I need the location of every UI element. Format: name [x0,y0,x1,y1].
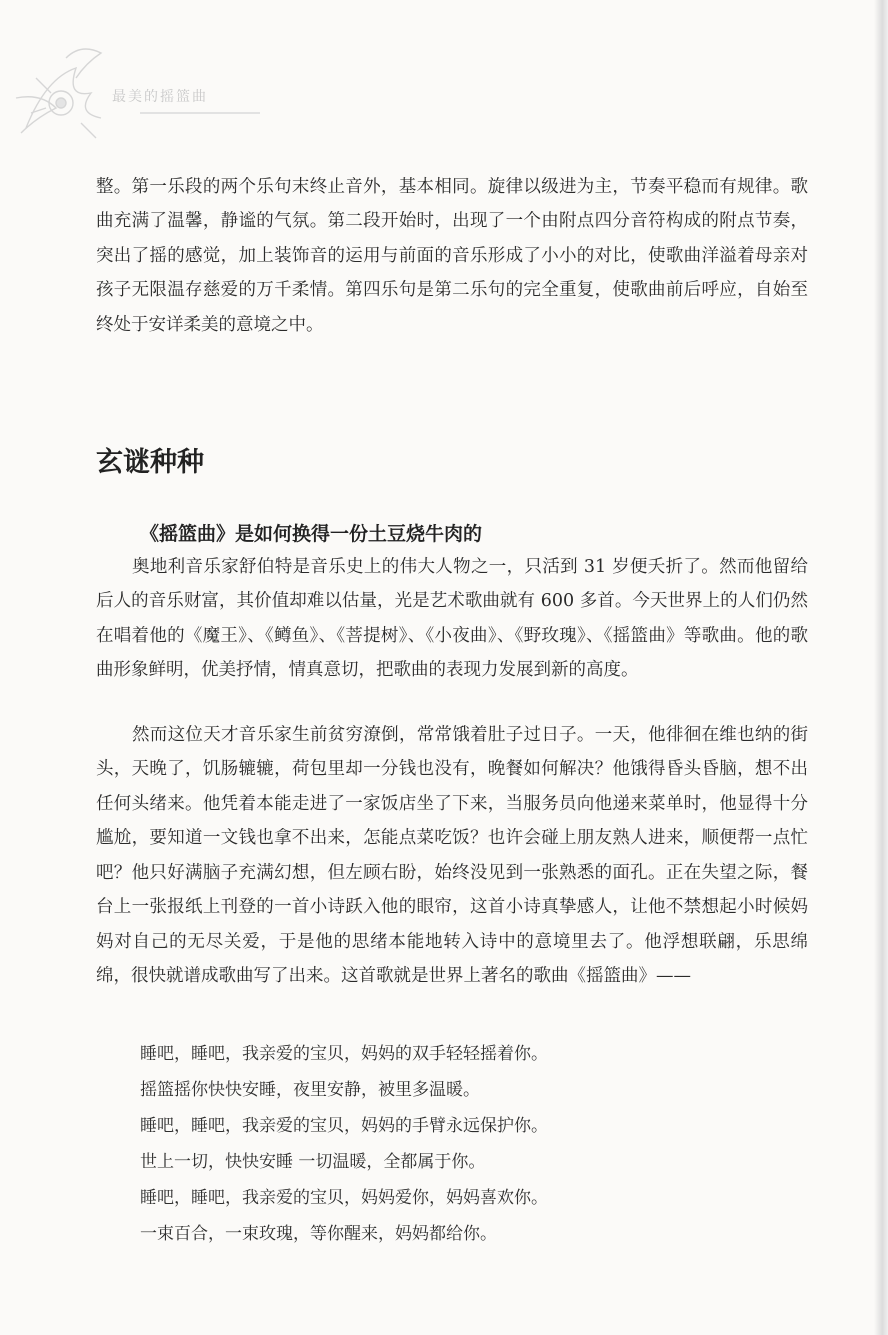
lyrics-block [140,1036,780,1252]
story-title: 《摇篮曲》是如何换得一份土豆烧牛肉的 [140,523,483,545]
lyric-line: 世上一切，快快安睡 一切温暖，全都属于你。 [140,1152,486,1172]
running-header: 最美的摇篮曲 [112,89,208,105]
page-edge-shadow [874,0,888,1335]
lyric-line: 一束百合，一束玫瑰，等你醒来，妈妈都给你。 [140,1224,497,1244]
intro-paragraph: 整。第一乐段的两个乐句末终止音外，基本相同。旋律以级进为主，节奏平稳而有规律。歌曲充满了温馨，静谧的气氛。第二段开始时，出现了一个由附点四分音符构成的附点节奏，突出了摇的感觉，加上装饰音的运用与前面的音乐形成了小小的对比，使歌曲洋溢着母亲对孩子无限温存慈爱的万千柔情。第四乐句是第二乐句的完全重复，使歌曲前后呼应，自始至终处于安详柔美的意境之中。 [96,176,808,335]
section-heading: 玄谜种种 [96,447,204,479]
lyric-line: 睡吧，睡吧，我亲爱的宝贝，妈妈的手臂永远保护你。 [140,1116,548,1136]
header-rule [140,112,260,114]
lyric-line: 睡吧，睡吧，我亲爱的宝贝，妈妈爱你，妈妈喜欢你。 [140,1188,548,1208]
story-paragraph: 奥地利音乐家舒伯特是音乐史上的伟大人物之一，只活到 31 岁便夭折了。然而他留给后人的音乐财富，其价值却难以估量，光是艺术歌曲就有 600 多首。今天世界上的人们仍然在唱着他的《魔王》、《鳟鱼》、《菩提树》、《小夜曲》、《野玫瑰》、《摇篮曲》等歌曲。他的歌曲形象鲜明，优美抒情，情真意切，把歌曲的表现力发展到新的高度。 [96,556,808,680]
story-paragraph: 然而这位天才音乐家生前贫穷潦倒，常常饿着肚子过日子。一天，他徘徊在维也纳的街头，天晚了，饥肠辘辘，荷包里却一分钱也没有，晚餐如何解决？他饿得昏头昏脑，想不出任何头绪来。他凭着本能走进了一家饭店坐了下来，当服务员向他递来菜单时，他显得十分尴尬，要知道一文钱也拿不出来，怎能点菜吃饭？也许会碰上朋友熟人进来，顺便帮一点忙吧？他只好满脑子充满幻想，但左顾右盼，始终没见到一张熟悉的面孔。正在失望之际，餐台上一张报纸上刊登的一首小诗跃入他的眼帘，这首小诗真挚感人，让他不禁想起小时候妈妈对自己的无尽关爱，于是他的思绪本能地转入诗中的意境里去了。他浮想联翩，乐思绵绵，很快就谱成歌曲写了出来。这首歌就是世界上著名的歌曲《摇篮曲》—— [96,724,808,986]
lyric-line: 摇篮摇你快快安睡，夜里安静，被里多温暖。 [140,1080,480,1100]
lyric-line: 睡吧，睡吧，我亲爱的宝贝，妈妈的双手轻轻摇着你。 [140,1044,548,1064]
